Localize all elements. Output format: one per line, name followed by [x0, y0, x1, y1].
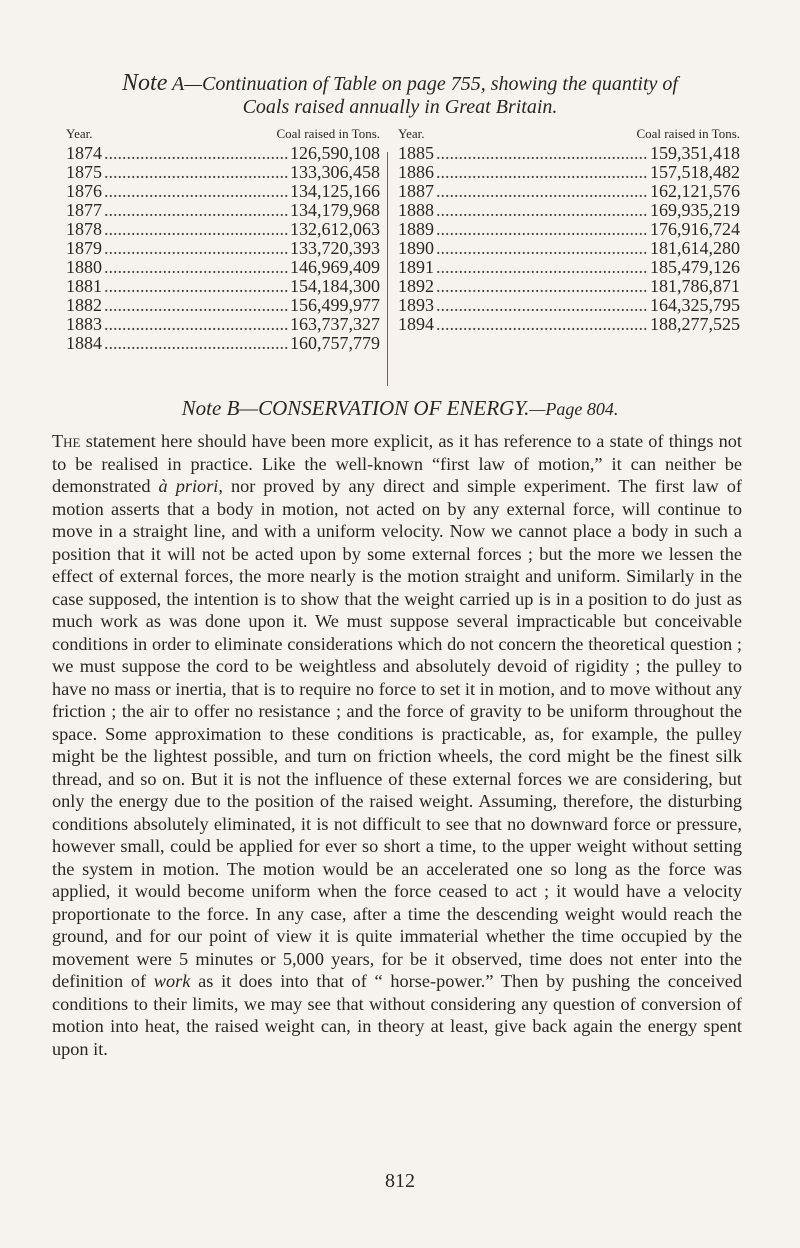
year-cell: 1894: [398, 314, 434, 334]
year-cell: 1878: [66, 219, 102, 239]
year-cell: 1884: [66, 333, 102, 353]
year-cell: 1888: [398, 200, 434, 220]
tons-cell: 146,969,409: [290, 257, 380, 277]
year-cell: 1879: [66, 238, 102, 258]
note-b-title: Note B—CONSERVATION OF ENERGY.: [181, 396, 530, 420]
paragraph-text-a: statement here should have been more explicit, as it has reference to a state of things not to be realised in practice. Like the well-known “first law of motion,” it can neither be demonstrated: [52, 431, 742, 496]
year-cell: 1882: [66, 295, 102, 315]
note-b-heading: [60, 396, 740, 421]
dot-leader: [104, 201, 288, 220]
table-row: [398, 201, 740, 220]
year-cell: 1886: [398, 162, 434, 182]
table-row: [398, 258, 740, 277]
tons-cell: 133,720,393: [290, 238, 380, 258]
note-a-heading-line-2: Coals raised annually in Great Britain.: [242, 96, 558, 118]
year-header: Year.: [398, 126, 425, 141]
dot-leader: [104, 163, 288, 182]
table-row: [398, 220, 740, 239]
tons-cell: 156,499,977: [290, 295, 380, 315]
tons-cell: 162,121,576: [650, 181, 740, 201]
dot-leader: [436, 220, 648, 239]
tons-cell: 134,179,968: [290, 200, 380, 220]
note-a-heading-line-1: [60, 72, 740, 96]
tons-cell: 181,614,280: [650, 238, 740, 258]
table-row: [66, 239, 380, 258]
table-row: [398, 182, 740, 201]
tons-cell: 169,935,219: [650, 200, 740, 220]
year-cell: 1891: [398, 257, 434, 277]
year-cell: 1880: [66, 257, 102, 277]
dot-leader: [104, 220, 288, 239]
tons-cell: 159,351,418: [650, 143, 740, 163]
table-column-right: [398, 126, 740, 334]
year-cell: 1883: [66, 314, 102, 334]
coal-header: Coal raised in Tons.: [276, 126, 380, 141]
table-row: [66, 201, 380, 220]
dot-leader: [104, 144, 288, 163]
table-row: [66, 220, 380, 239]
table-row: [66, 144, 380, 163]
tons-cell: 126,590,108: [290, 143, 380, 163]
column-header-left: [66, 126, 380, 144]
note-a-heading-rest: A—Continuation of Table on page 755, showing the quantity of: [167, 73, 678, 95]
note-a-heading: [60, 72, 740, 119]
tons-cell: 154,184,300: [290, 276, 380, 296]
dot-leader: [104, 182, 288, 201]
dot-leader: [104, 315, 288, 334]
tons-cell: 176,916,724: [650, 219, 740, 239]
tons-cell: 160,757,779: [290, 333, 380, 353]
dot-leader: [436, 144, 648, 163]
column-header-right: [398, 126, 740, 144]
body-paragraph: [52, 430, 742, 1060]
work-term: work: [153, 971, 191, 991]
tons-cell: 188,277,525: [650, 314, 740, 334]
dot-leader: [104, 258, 288, 277]
dot-leader: [436, 296, 648, 315]
table-row: [66, 296, 380, 315]
table-row: [398, 163, 740, 182]
note-a-heading-lead: Note: [122, 70, 168, 96]
tons-cell: 164,325,795: [650, 295, 740, 315]
paragraph-lead-word: The: [52, 431, 81, 451]
table-row: [66, 163, 380, 182]
note-b-page-ref: —Page 804.: [529, 399, 619, 419]
table-row: [66, 315, 380, 334]
year-cell: 1874: [66, 143, 102, 163]
table-row: [398, 296, 740, 315]
table-row: [398, 277, 740, 296]
paragraph-text-c: as it does into that of “ horse-power.” Then by pushing the conceived conditions to their limits, we may see that without considering any question of conversion of motion into heat, the raised weight can, in theory at least, give back again the energy spent upon it.: [52, 971, 742, 1059]
year-cell: 1877: [66, 200, 102, 220]
tons-cell: 133,306,458: [290, 162, 380, 182]
dot-leader: [104, 239, 288, 258]
year-cell: 1875: [66, 162, 102, 182]
coal-production-table: [66, 126, 740, 388]
dot-leader: [436, 315, 648, 334]
coal-header: Coal raised in Tons.: [636, 126, 740, 141]
year-cell: 1893: [398, 295, 434, 315]
dot-leader: [436, 201, 648, 220]
table-row: [66, 277, 380, 296]
dot-leader: [436, 182, 648, 201]
table-row: [398, 239, 740, 258]
year-cell: 1885: [398, 143, 434, 163]
year-cell: 1881: [66, 276, 102, 296]
dot-leader: [436, 277, 648, 296]
tons-cell: 134,125,166: [290, 181, 380, 201]
year-cell: 1890: [398, 238, 434, 258]
table-row: [398, 144, 740, 163]
paragraph-text-b: , nor proved by any direct and simple experiment. The first law of motion asserts that a body in motion, not acted on by any external force, will continue to move in a straight line, and with a uniform velocity. Now we cannot place a body in such a position that it will not be acted upon by some external forces ; but the more we lessen the effect of external forces, the more nearly is the motion straight and uniform. Similarly in the case supposed, the intention is to show that the weight carried up is in a position to do just as much work as was done upon it. We must suppose several impracticable but conceivable conditions in order to eliminate considerations which do not concern the theoretical question ; we must suppose the cord to be weightless and absolutely devoid of rigidity ; the pulley to have no mass or inertia, that is to require no force to set it in motion, and to move without any friction ; the air to offer no resistance ; and the force of gravity to be uniform throughout the space. Some approximation to these conditions is practicable, as, for example, the pulley might be the lightest possible, and turn on friction wheels, the cord might be the finest silk thread, and so on. But it is not the influence of these external forces we are considering, but only the energy due to the position of the raised weight. Assuming, therefore, the disturbing conditions absolutely eliminated, it is not difficult to see that no downward force or pressure, however small, could be applied for ever so short a time, to the upper weight without setting the system in motion. The motion would be an accelerated one so long as the force was applied, it would become uniform when the force ceased to act ; it would have a velocity proportionate to the force. In any case, after a time the descending weight would reach the ground, and for our point of view it is quite immaterial whether the time occupied by the movement were 5 minutes or 5,000 years, for be it observed, time does not enter into the definition of: [52, 476, 742, 991]
year-header: Year.: [66, 126, 93, 141]
tons-cell: 181,786,871: [650, 276, 740, 296]
year-cell: 1889: [398, 219, 434, 239]
tons-cell: 163,737,327: [290, 314, 380, 334]
dot-leader: [436, 163, 648, 182]
table-row: [66, 334, 380, 353]
dot-leader: [436, 258, 648, 277]
dot-leader: [104, 296, 288, 315]
dot-leader: [104, 334, 288, 353]
year-cell: 1887: [398, 181, 434, 201]
tons-cell: 132,612,063: [290, 219, 380, 239]
dot-leader: [104, 277, 288, 296]
table-row: [398, 315, 740, 334]
year-cell: 1892: [398, 276, 434, 296]
tons-cell: 185,479,126: [650, 257, 740, 277]
column-divider: [387, 152, 388, 386]
page-number: 812: [385, 1170, 415, 1192]
dot-leader: [436, 239, 648, 258]
tons-cell: 157,518,482: [650, 162, 740, 182]
a-priori-term: à priori: [158, 476, 219, 496]
table-row: [66, 258, 380, 277]
year-cell: 1876: [66, 181, 102, 201]
table-column-left: [66, 126, 380, 353]
table-row: [66, 182, 380, 201]
